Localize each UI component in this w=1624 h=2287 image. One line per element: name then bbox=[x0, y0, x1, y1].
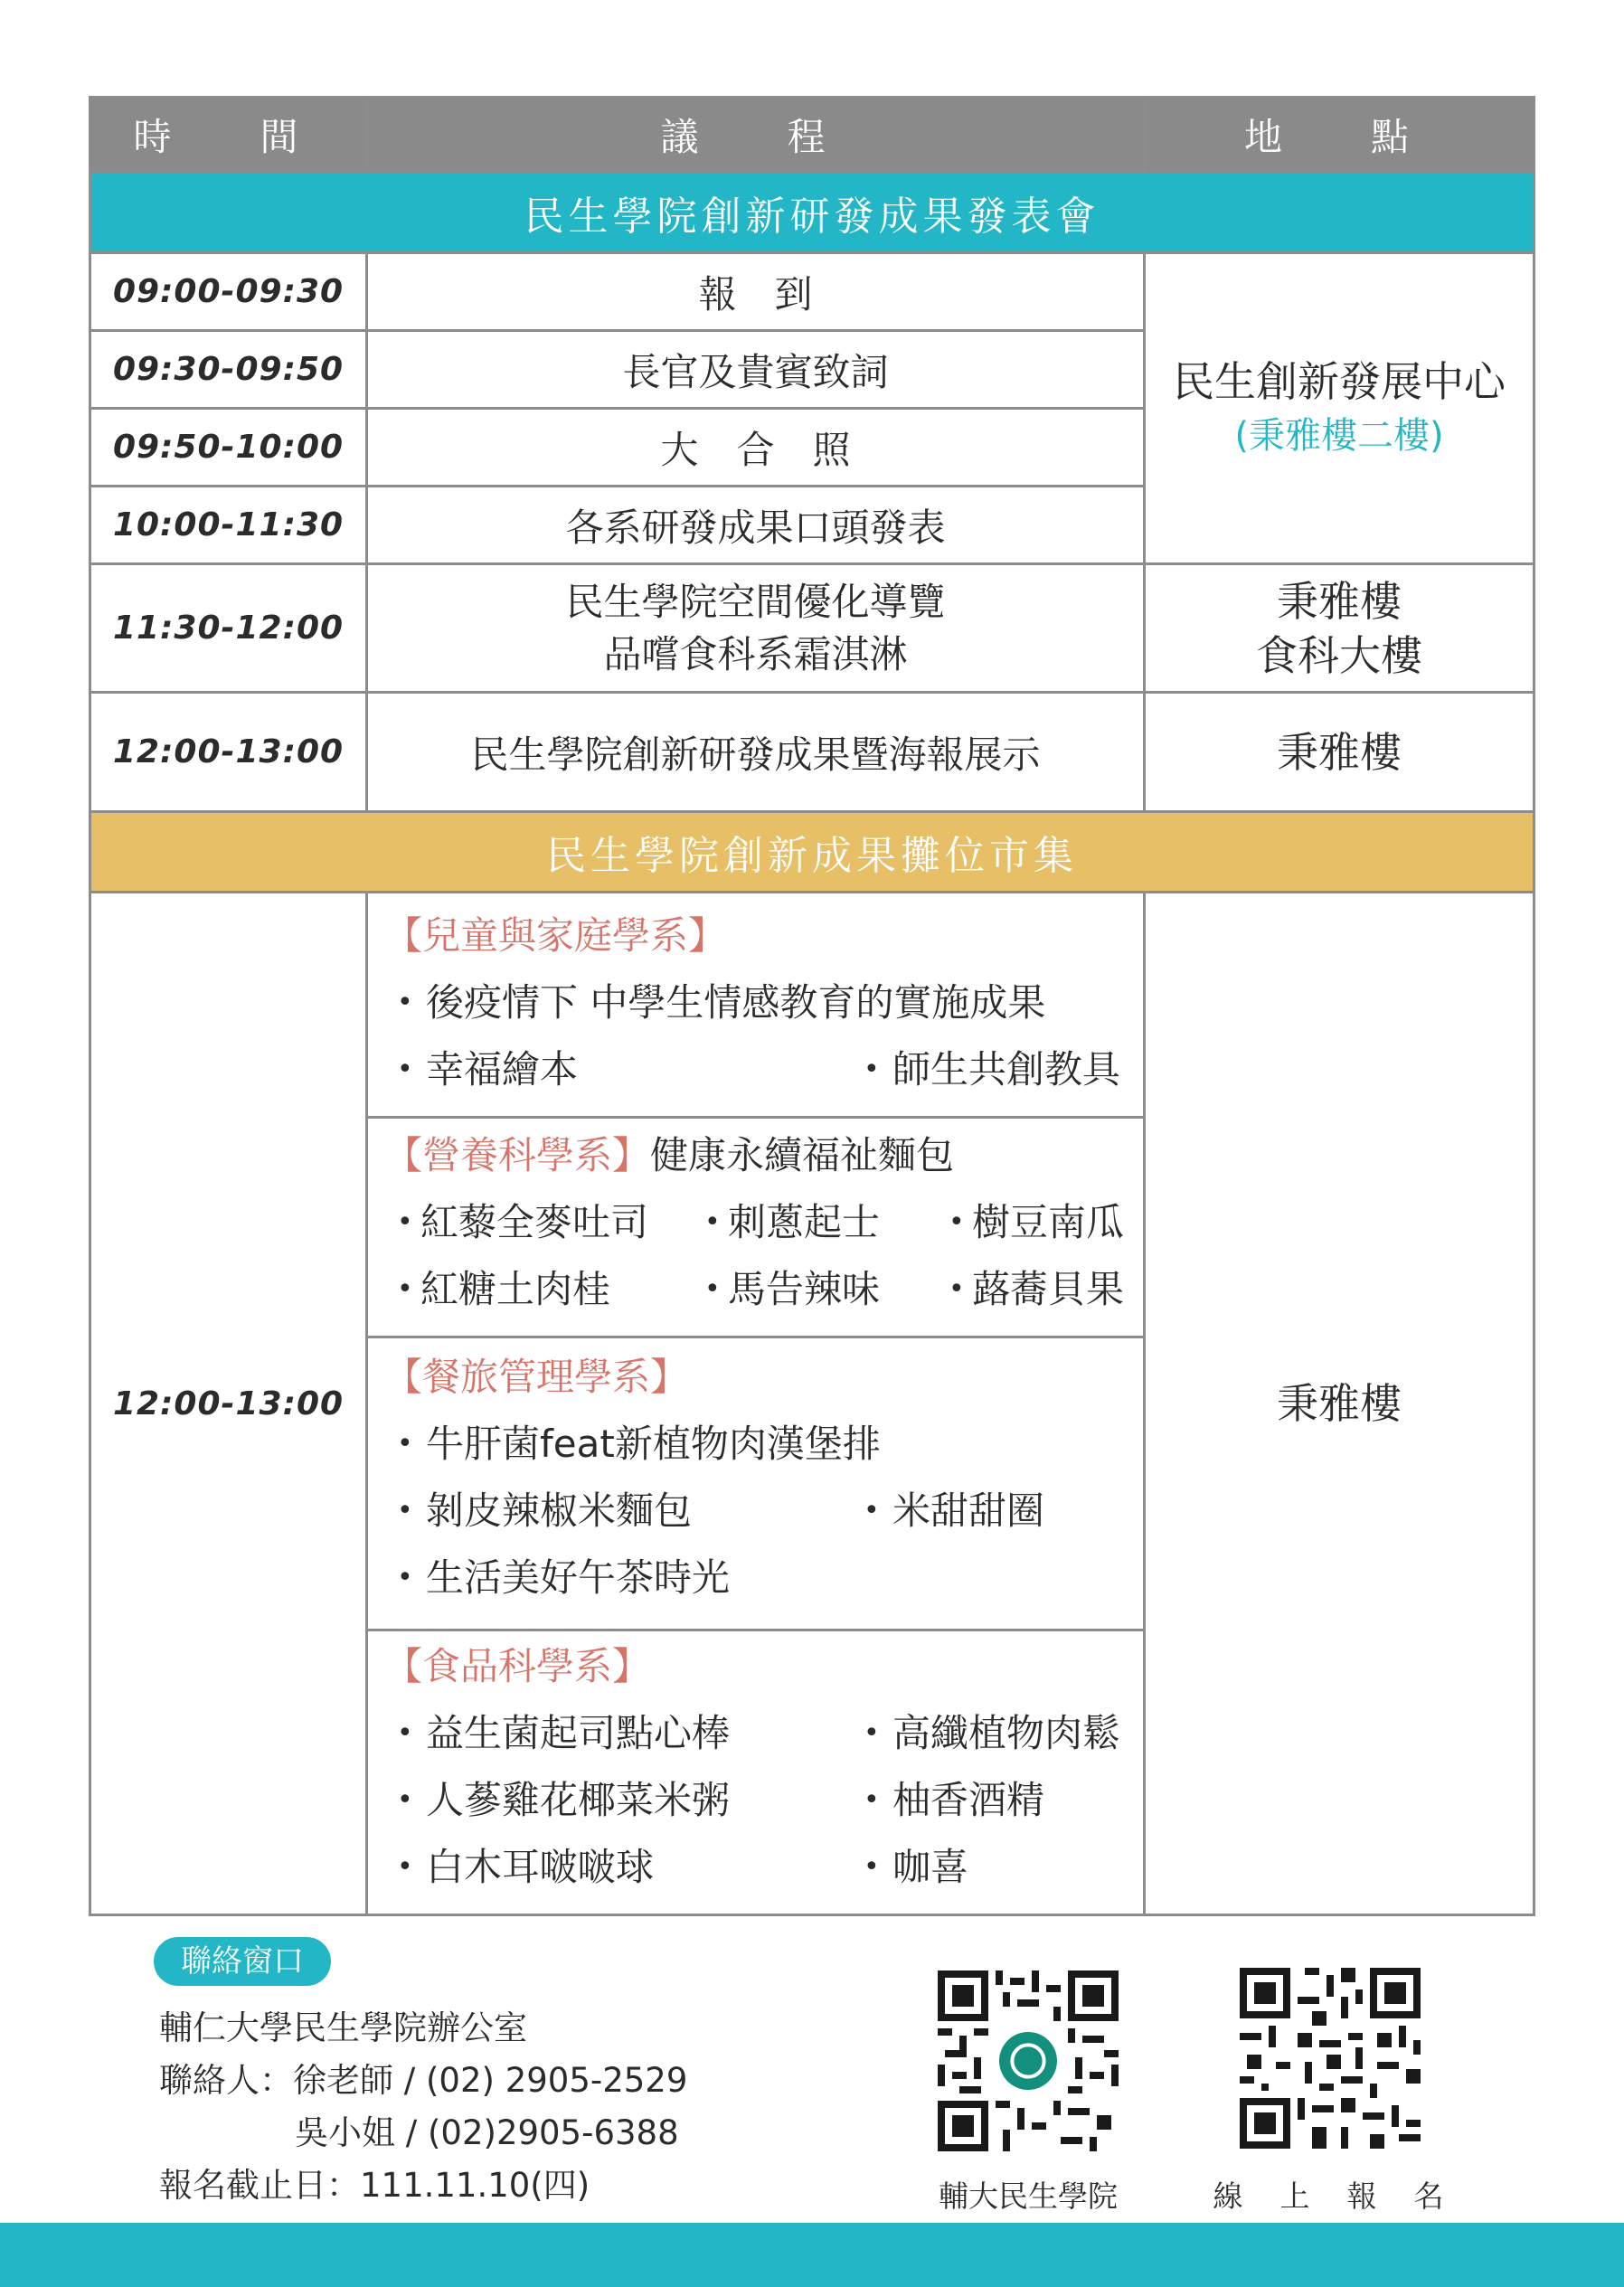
agenda-line: 民生學院空間優化導覽 bbox=[565, 579, 946, 624]
contact-office: 輔仁大學民生學院辦公室 bbox=[159, 2008, 527, 2047]
market-location: 秉雅樓 bbox=[1145, 893, 1534, 1915]
list-item: • 高纖植物肉鬆 bbox=[851, 1700, 1120, 1767]
dept-title: 【兒童與家庭學系】 bbox=[384, 913, 727, 958]
row-location: 秉雅樓 bbox=[1145, 693, 1534, 812]
dept-child-family bbox=[367, 893, 1145, 1118]
list-item: • 後疫情下 中學生情感教育的實施成果 bbox=[384, 969, 1045, 1036]
agenda-line: 品嚐食科系霜淇淋 bbox=[603, 631, 908, 676]
section-launch-band bbox=[90, 173, 1534, 253]
dept-nutrition bbox=[367, 1118, 1145, 1337]
header-time: 時 間 bbox=[90, 98, 367, 173]
row-time: 12:00-13:00 bbox=[90, 693, 367, 812]
row-agenda bbox=[367, 564, 1145, 693]
row-time: 10:00-11:30 bbox=[90, 487, 367, 564]
location-sub: (秉雅樓二樓) bbox=[1234, 414, 1444, 457]
location-line: 秉雅樓 bbox=[1277, 576, 1402, 626]
list-item: • 樹豆南瓜 bbox=[936, 1189, 1124, 1256]
table-row bbox=[90, 893, 1534, 1118]
section-market-band bbox=[90, 812, 1534, 893]
header-agenda: 議 程 bbox=[367, 98, 1145, 173]
row-time: 09:00-09:30 bbox=[90, 253, 367, 331]
list-item: • 生活美好午茶時光 bbox=[384, 1545, 730, 1611]
list-item: • 馬告辣味 bbox=[692, 1256, 936, 1323]
dept-title: 【營養科學系】 bbox=[384, 1133, 651, 1177]
list-item: • 咖喜 bbox=[851, 1834, 968, 1901]
qr-label-registration: 線 上 報 名 bbox=[1213, 2178, 1448, 2214]
list-item: • 刺蔥起士 bbox=[692, 1189, 936, 1256]
contact-person-1: 聯絡人：徐老師 / (02) 2905-2529 bbox=[159, 2061, 688, 2100]
location-innovation-center bbox=[1145, 253, 1534, 564]
section-title-market: 民生學院創新成果攤位市集 bbox=[90, 812, 1534, 893]
schedule-table bbox=[89, 96, 1535, 1916]
qr-label-college: 輔大民生學院 bbox=[939, 2178, 1118, 2214]
location-name: 民生創新發展中心 bbox=[1173, 356, 1506, 406]
row-location bbox=[1145, 564, 1534, 693]
row-agenda: 大 合 照 bbox=[367, 409, 1145, 487]
qr-code-registration[interactable] bbox=[1240, 1968, 1421, 2149]
row-time: 11:30-12:00 bbox=[90, 564, 367, 693]
list-item: • 柚香酒精 bbox=[851, 1767, 1044, 1834]
header-location: 地 點 bbox=[1145, 98, 1534, 173]
contact-badge: 聯絡窗口 bbox=[154, 1937, 331, 1986]
list-item: • 白木耳啵啵球 bbox=[384, 1834, 851, 1901]
dept-title: 【食品科學系】 bbox=[384, 1644, 651, 1688]
qr-code-college[interactable] bbox=[938, 1970, 1119, 2151]
list-item: • 米甜甜圈 bbox=[851, 1478, 1044, 1545]
footer-band bbox=[0, 2223, 1624, 2287]
dept-food-science bbox=[367, 1630, 1145, 1915]
list-item: • 剝皮辣椒米麵包 bbox=[384, 1478, 851, 1545]
table-row bbox=[90, 564, 1534, 693]
list-item: • 人蔘雞花椰菜米粥 bbox=[384, 1767, 851, 1834]
list-item: • 紅藜全麥吐司 bbox=[384, 1189, 692, 1256]
table-row bbox=[90, 693, 1534, 812]
table-header bbox=[90, 98, 1534, 173]
row-time: 09:50-10:00 bbox=[90, 409, 367, 487]
list-item: • 師生共創教具 bbox=[851, 1036, 1120, 1103]
list-item: • 蕗蕎貝果 bbox=[936, 1256, 1124, 1323]
location-line: 食科大樓 bbox=[1256, 630, 1422, 680]
row-agenda: 民生學院創新研發成果暨海報展示 bbox=[367, 693, 1145, 812]
list-item: • 紅糖土肉桂 bbox=[384, 1256, 692, 1323]
dept-theme: 健康永續福祉麵包 bbox=[650, 1133, 955, 1177]
section-title-launch: 民生學院創新研發成果發表會 bbox=[90, 173, 1534, 253]
row-time: 09:30-09:50 bbox=[90, 331, 367, 409]
market-time: 12:00-13:00 bbox=[90, 893, 367, 1915]
row-agenda: 報 到 bbox=[367, 253, 1145, 331]
dept-hospitality bbox=[367, 1337, 1145, 1630]
registration-deadline: 報名截止日：111.11.10(四) bbox=[159, 2166, 590, 2205]
row-agenda: 各系研發成果口頭發表 bbox=[367, 487, 1145, 564]
dept-title: 【餐旅管理學系】 bbox=[384, 1355, 689, 1399]
list-item: • 幸福繪本 bbox=[384, 1036, 851, 1103]
list-item: • 牛肝菌feat新植物肉漢堡排 bbox=[384, 1411, 881, 1478]
list-item: • 益生菌起司點心棒 bbox=[384, 1700, 851, 1767]
table-row bbox=[90, 253, 1534, 331]
row-agenda: 長官及貴賓致詞 bbox=[367, 331, 1145, 409]
contact-person-2: 吳小姐 / (02)2905-6388 bbox=[295, 2113, 679, 2152]
